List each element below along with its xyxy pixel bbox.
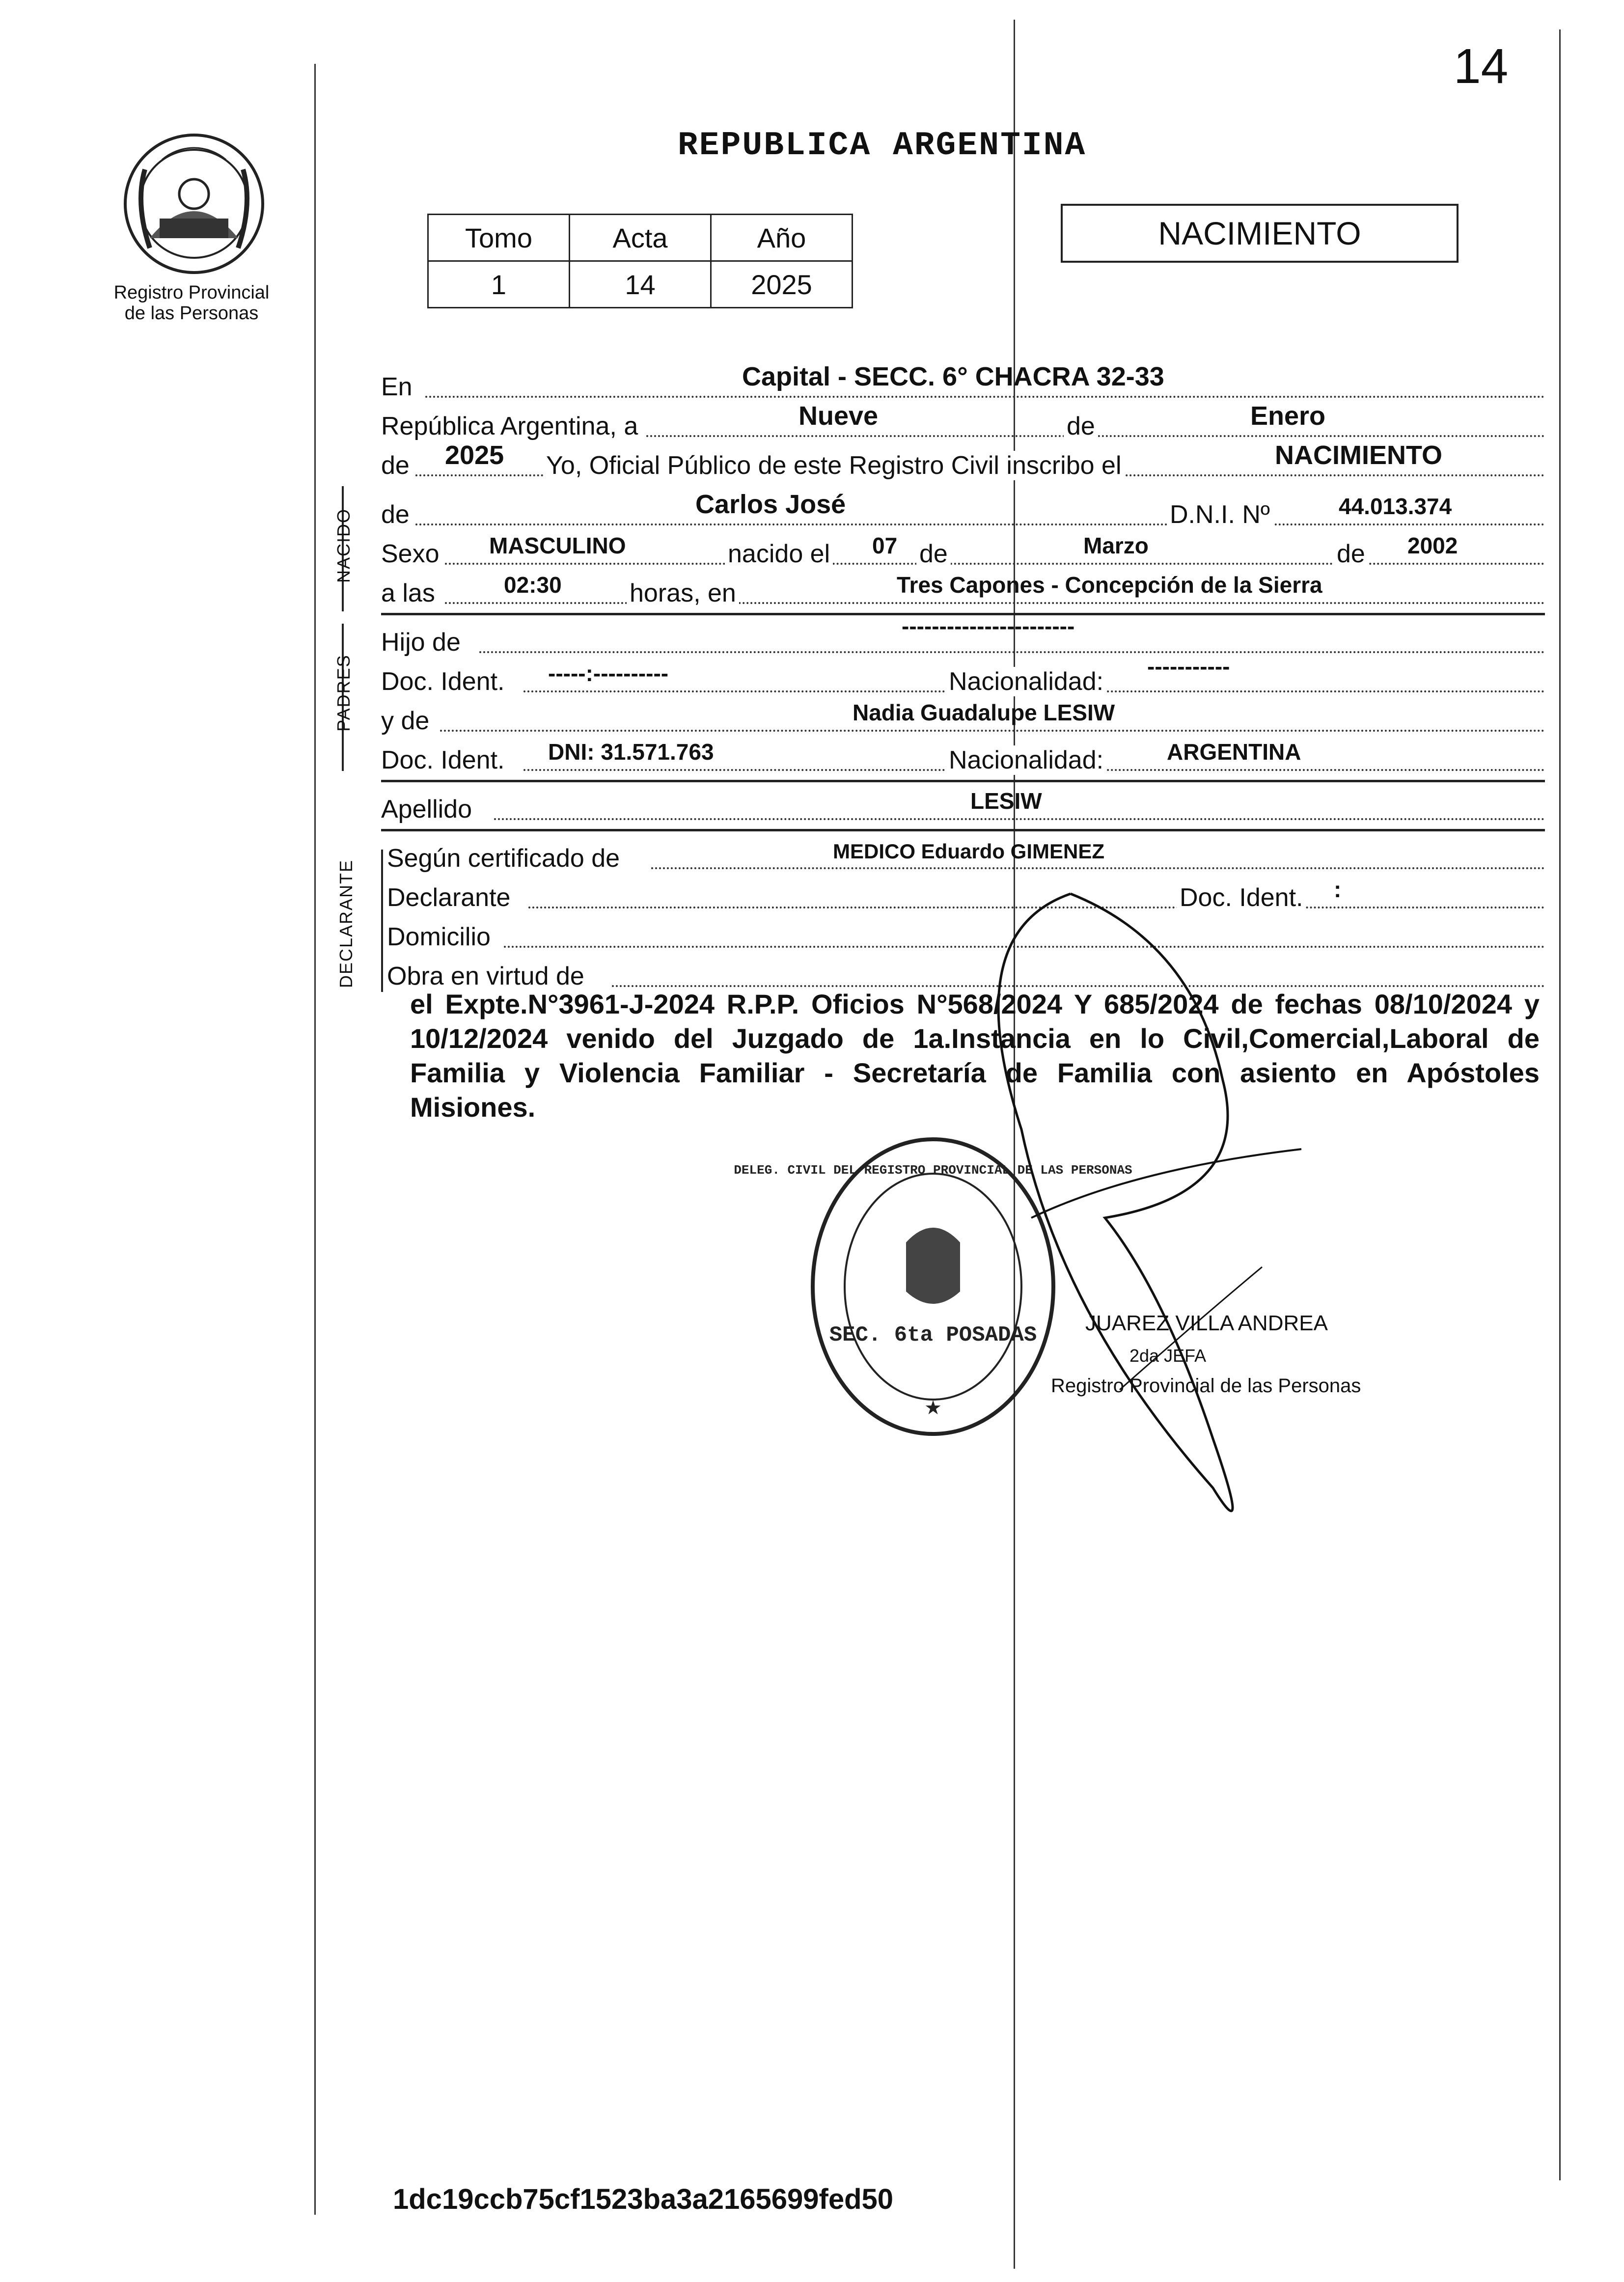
row-sexo [381, 530, 1545, 572]
value-anio: 2025 [445, 440, 504, 470]
registry-header-anio: Año [711, 215, 853, 261]
signatory-organization: Registro Provincial de las Personas [1051, 1375, 1361, 1397]
label-nacionalidad: Nacionalidad: [946, 745, 1106, 775]
label-apellido: Apellido [381, 795, 472, 824]
row-nombre [381, 491, 1545, 532]
left-margin-rule [314, 64, 316, 2215]
label-doc-ident: Doc. Ident. [381, 746, 505, 774]
document-hash: 1dc19ccb75cf1523ba3a2165699fed50 [393, 2183, 894, 2215]
row-fecha [381, 403, 1545, 444]
row-certificado [381, 835, 1545, 876]
value-mes: Enero [1250, 401, 1326, 431]
label-nacionalidad: Nacionalidad: [946, 667, 1106, 696]
signatory-title: 2da JEFA [1129, 1346, 1207, 1366]
label-doc-ident: Doc. Ident. [1177, 883, 1306, 912]
label-de: de [1064, 412, 1098, 441]
value-apellido: LESIW [970, 788, 1042, 814]
label-dni: D.N.I. Nº [1167, 500, 1273, 529]
registry-value-tomo: 1 [428, 261, 570, 308]
side-label-nacido: NACIDO [333, 508, 354, 583]
row-hora-lugar [381, 570, 1545, 611]
value-nacionalidad-madre: ARGENTINA [1167, 739, 1301, 765]
dotted-line [445, 563, 1545, 565]
value-lugar-inscripcion: Capital - SECC. 6° CHACRA 32-33 [742, 362, 1164, 391]
dotted-line [415, 523, 1545, 525]
row-hijo-de [381, 613, 1545, 660]
registry-value-acta: 14 [570, 261, 711, 308]
label-y-de: y de [381, 707, 430, 735]
handwritten-signature [958, 874, 1331, 1571]
label-yo-oficial: Yo, Oficial Público de este Registro Civil inscribo el [543, 451, 1125, 480]
value-sexo: MASCULINO [489, 533, 626, 558]
dotted-line [425, 396, 1545, 398]
stamp-inner-text: SEC. 6ta POSADAS [829, 1323, 1037, 1347]
value-inscribo: NACIMIENTO [1275, 440, 1443, 470]
label-de: de [916, 539, 951, 569]
dotted-line [494, 818, 1545, 820]
value-nac-anio: 2002 [1407, 533, 1458, 558]
label-de: de [381, 451, 410, 480]
value-doc-padre: -----:---------- [548, 660, 669, 686]
label-segun-certificado: Según certificado de [387, 844, 620, 873]
registry-value-anio: 2025 [711, 261, 853, 308]
record-type-box: NACIMIENTO [1061, 204, 1459, 263]
value-lugar-nacimiento: Tres Capones - Concepción de la Sierra [897, 572, 1322, 598]
side-label-padres: PADRES [333, 654, 354, 732]
section-divider [381, 780, 1545, 782]
label-de: de [1334, 539, 1368, 569]
registry-header-acta: Acta [570, 215, 711, 261]
row-doc-padre [381, 654, 1545, 699]
value-dni: 44.013.374 [1339, 494, 1452, 519]
right-margin-rule [1559, 29, 1561, 2180]
value-dia: Nueve [798, 401, 879, 431]
label-sexo: Sexo [381, 540, 440, 568]
dotted-line [440, 730, 1545, 732]
row-doc-madre [381, 737, 1545, 778]
value-nac-dia: 07 [872, 533, 898, 558]
dotted-line [445, 602, 1545, 604]
label-republica: República Argentina, a [381, 412, 638, 440]
label-de: de [381, 500, 410, 529]
side-label-declarante: DECLARANTE [336, 859, 356, 989]
row-apellido [381, 786, 1545, 827]
registry-table [427, 214, 853, 308]
value-hora: 02:30 [504, 572, 562, 598]
resolution-text: el Expte.N°3961-J-2024 R.P.P. Oficios N°568/2024 Y 685/2024 de fechas 08/10/2024 y 10/12/2024 venido del Juzgado de 1a.Instancia en lo Civil,Comercial,Laboral de Familia y Violencia Familiar - Secretaría de Familia con asiento en Apóstoles Misiones. [410, 989, 1540, 1123]
label-horas-en: horas, en [627, 578, 739, 608]
value-doc-madre: DNI: 31.571.763 [548, 739, 714, 765]
value-certificado: MEDICO Eduardo GIMENEZ [833, 840, 1105, 863]
registry-value-row [428, 261, 853, 308]
value-nac-mes: Marzo [1083, 533, 1149, 558]
value-nombre: Carlos José [695, 490, 846, 519]
document-title: REPUBLICA ARGENTINA [678, 127, 1087, 165]
label-obra-en-virtud: Obra en virtud de [387, 962, 584, 990]
row-madre [381, 697, 1545, 739]
issuer-name [98, 282, 285, 324]
section-divider [381, 829, 1545, 831]
value-doc-declarante: : [1334, 877, 1342, 902]
label-declarante: Declarante [387, 883, 511, 912]
label-hijo-de: Hijo de [381, 628, 461, 657]
row-inscripcion [381, 442, 1545, 483]
value-padre: ----------------------- [902, 613, 1075, 639]
registry-header-tomo: Tomo [428, 215, 570, 261]
svg-text:★: ★ [924, 1397, 942, 1419]
section-bracket [381, 850, 383, 992]
province-seal [115, 125, 273, 282]
dotted-line [479, 651, 1545, 653]
label-a-las: a las [381, 579, 435, 607]
label-doc-ident: Doc. Ident. [381, 667, 505, 696]
label-nacido-el: nacido el [725, 539, 833, 569]
label-en: En [381, 373, 413, 401]
signatory-name: JUAREZ VILLA ANDREA [1085, 1311, 1328, 1335]
label-domicilio: Domicilio [387, 923, 491, 951]
dotted-line [651, 867, 1545, 869]
issuer-line-2: de las Personas [124, 303, 259, 324]
value-nacionalidad-padre: ----------- [1147, 654, 1230, 679]
value-madre: Nadia Guadalupe LESIW [853, 700, 1115, 725]
registry-header-row [428, 215, 853, 261]
row-en [381, 363, 1545, 405]
page-number: 14 [1454, 39, 1509, 94]
stamp-ring-text: DELEG. CIVIL DEL REGISTRO PROVINCIAL DE LAS PERSONAS [734, 1163, 1132, 1178]
issuer-line-1: Registro Provincial [113, 282, 270, 303]
